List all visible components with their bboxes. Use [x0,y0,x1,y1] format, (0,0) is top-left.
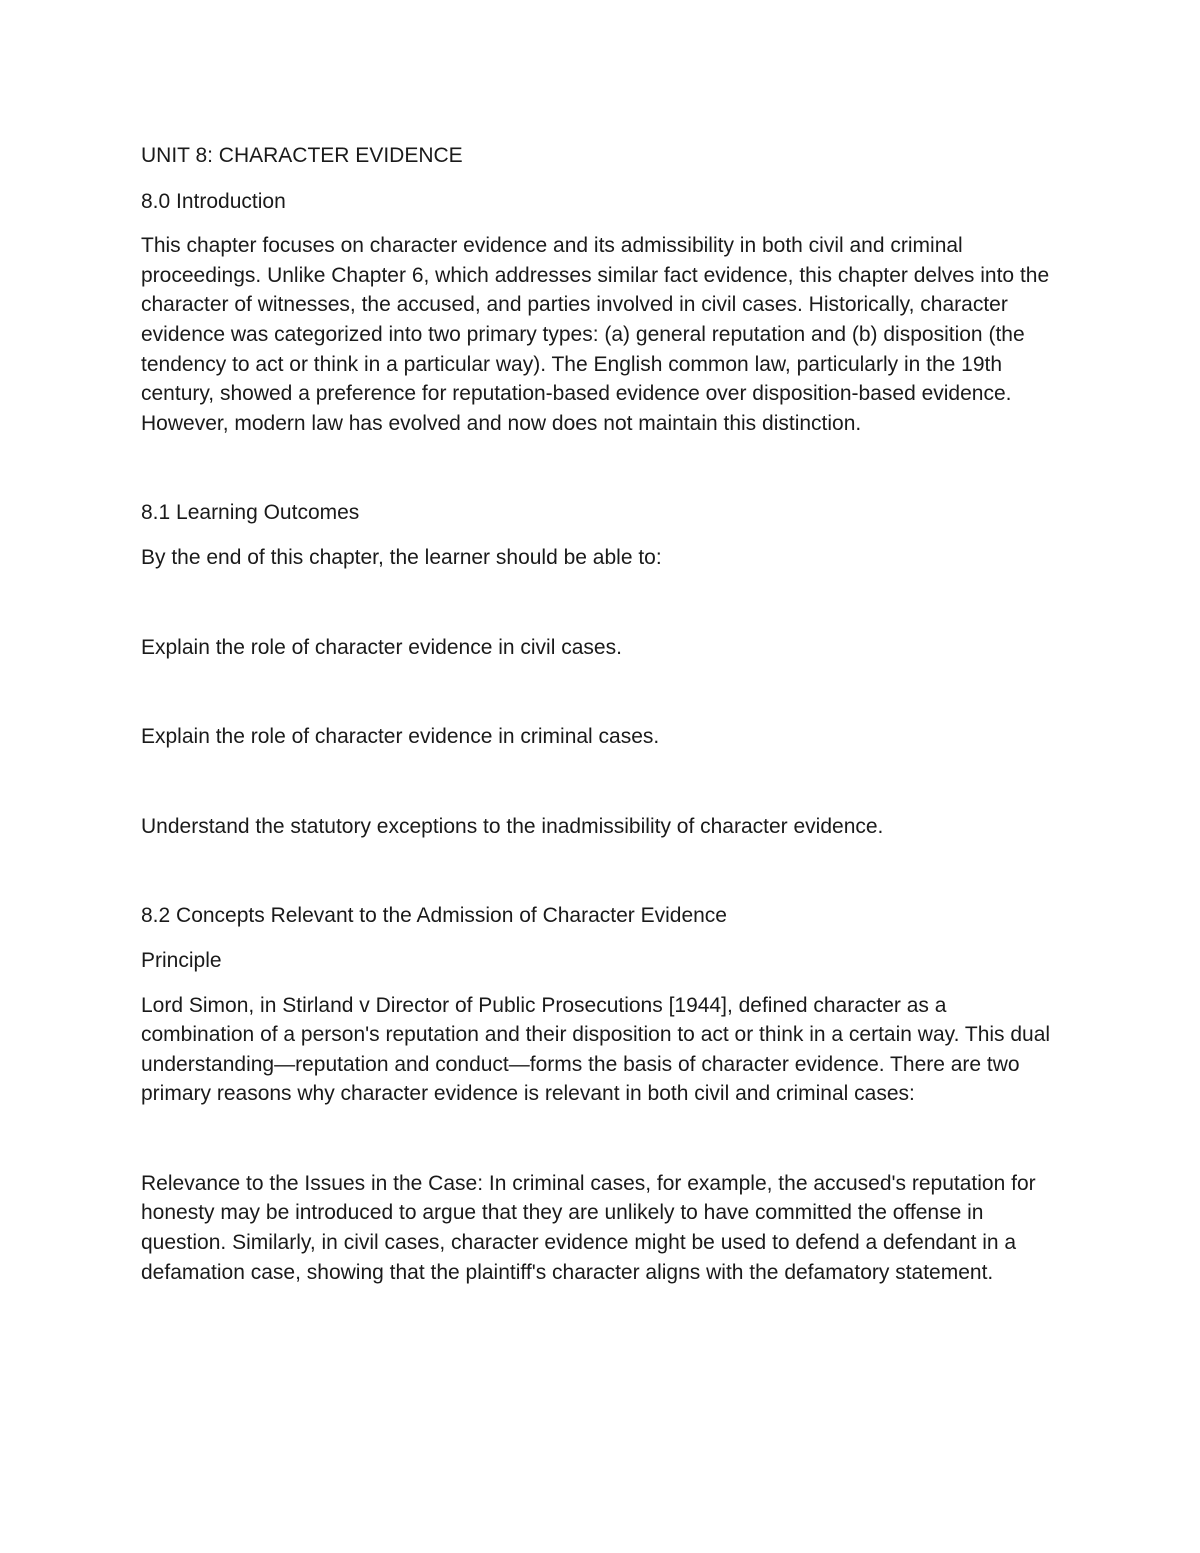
learning-outcome-item: Explain the role of character evidence in civil cases. [141,635,622,659]
learning-outcomes-lead: By the end of this chapter, the learner should be able to: [141,545,662,569]
section-heading-introduction: 8.0 Introduction [141,189,286,213]
subheading-principle: Principle [141,948,222,972]
relevance-point-paragraph: Relevance to the Issues in the Case: In criminal cases, for example, the accused's reputation for honesty may be introduced to argue that they are unlikely to have committed the offense in question. Similarly, in civil cases, character evidence might be used to defend a defendant in a defamation case, showing that the plaintiff's character aligns with the defamatory statement. [141,1171,1036,1284]
learning-outcome-item: Understand the statutory exceptions to the inadmissibility of character evidence. [141,814,884,838]
document-title: UNIT 8: CHARACTER EVIDENCE [141,144,463,167]
section-heading-concepts: 8.2 Concepts Relevant to the Admission of Character Evidence [141,904,727,928]
introduction-paragraph: This chapter focuses on character evidence and its admissibility in both civil and criminal proceedings. Unlike Chapter 6, which addresses similar fact evidence, this chapter delves into the character of witnesses, the accused, and parties involved in civil cases. Historically, character evidence was categorized into two primary types: (a) general reputation and (b) disposition (the tendency to act or think in a particular way). The English common law, particularly in the 19th century, showed a preference for reputation-based evidence over disposition-based evidence. However, modern law has evolved and now does not maintain this distinction. [141,234,1050,435]
document-page [141,141,1061,1302]
learning-outcome-item: Explain the role of character evidence in criminal cases. [141,725,660,749]
section-heading-learning-outcomes: 8.1 Learning Outcomes [141,501,360,525]
principle-paragraph: Lord Simon, in Stirland v Director of Public Prosecutions [1944], defined character as a combination of a person's reputation and their disposition to act or think in a certain way. This dual understanding—reputation and conduct—forms the basis of character evidence. There are two primary reasons why character evidence is relevant in both civil and criminal cases: [141,993,1051,1106]
